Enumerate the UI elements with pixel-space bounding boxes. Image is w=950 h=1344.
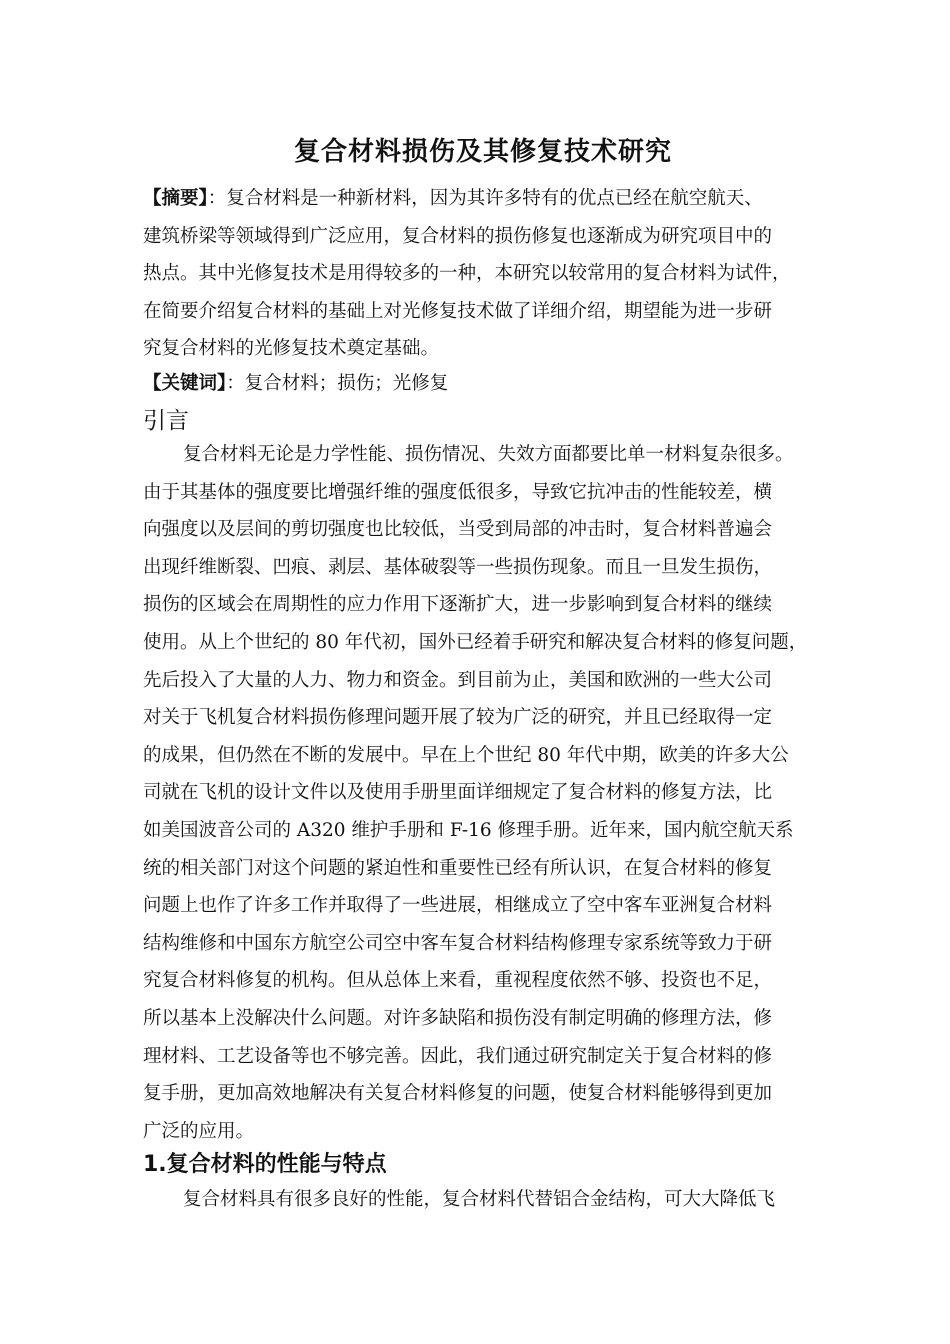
paragraph-line: 复合材料具有很多良好的性能，复合材料代替铝合金结构，可大大降低飞 <box>183 1189 776 1210</box>
keywords-text: 复合材料；损伤；光修复 <box>244 373 449 394</box>
paragraph-line: 损伤的区域会在周期性的应力作用下逐渐扩大，进一步影响到复合材料的继续 <box>143 594 773 616</box>
section-1-heading: 1.复合材料的性能与特点 <box>143 1152 387 1177</box>
paragraph-line: 如美国波音公司的 A320 维护手册和 F-16 修理手册。近年来，国内航空航天系 <box>143 819 794 841</box>
paragraph-line: 对关于飞机复合材料损伤修理问题开展了较为广泛的研究，并且已经取得一定 <box>143 707 773 729</box>
abstract-line: 热点。其中光修复技术是用得较多的一种，本研究以较常用的复合材料为试件， <box>143 263 791 285</box>
abstract-separator: ： <box>207 188 227 209</box>
keywords-separator: ： <box>226 373 245 394</box>
paragraph-line: 广泛的应用。 <box>143 1120 255 1142</box>
paragraph-line: 统的相关部门对这个问题的紧迫性和重要性已经有所认识，在复合材料的修复 <box>143 857 773 879</box>
paragraph-line: 复合材料无论是力学性能、损伤情况、失效方面都要比单一材料复杂很多。 <box>183 444 794 465</box>
paragraph-line: 结构维修和中国东方航空公司空中客车复合材料结构修理专家系统等致力于研 <box>143 932 773 954</box>
paragraph-line: 向强度以及层间的剪切强度也比较低，当受到局部的冲击时，复合材料普遍会 <box>143 519 773 541</box>
paragraph-line: 司就在飞机的设计文件以及使用手册里面详细规定了复合材料的修复方法，比 <box>143 782 773 804</box>
paragraph-line: 的成果，但仍然在不断的发展中。早在上个世纪 80 年代中期，欧美的许多大公 <box>143 744 789 766</box>
keywords-line <box>143 365 823 403</box>
paragraph-line: 使用。从上个世纪的 80 年代初，国外已经着手研究和解决复合材料的修复问题， <box>143 631 808 653</box>
abstract-line: 究复合材料的光修复技术奠定基础。 <box>143 338 440 360</box>
paragraph-line: 理材料、工艺设备等也不够完善。因此，我们通过研究制定关于复合材料的修 <box>143 1045 773 1067</box>
paper-title: 复合材料损伤及其修复技术研究 <box>293 137 672 167</box>
paragraph-line: 出现纤维断裂、凹痕、剥层、基体破裂等一些损伤现象。而且一旦发生损伤， <box>143 556 773 578</box>
abstract-line <box>143 180 823 218</box>
abstract-section <box>143 180 823 368</box>
keywords-section <box>143 365 823 403</box>
paragraph-line: 先后投入了大量的人力、物力和资金。到目前为止，美国和欧洲的一些大公司 <box>143 669 773 691</box>
intro-heading: 引言 <box>143 408 189 434</box>
abstract-line: 在简要介绍复合材料的基础上对光修复技术做了详细介绍，期望能为进一步研 <box>143 300 773 322</box>
paragraph-line: 复手册，更加高效地解决有关复合材料修复的问题，使复合材料能够得到更加 <box>143 1083 773 1105</box>
paragraph-line: 究复合材料修复的机构。但从总体上来看，重视程度依然不够、投资也不足， <box>143 970 773 992</box>
section-1-body <box>143 1181 823 1219</box>
paragraph-line: 问题上也作了许多工作并取得了一些进展，相继成立了空中客车亚洲复合材料 <box>143 895 773 917</box>
abstract-label: 【摘要】 <box>143 188 208 209</box>
keywords-label: 【关键词】 <box>143 373 227 394</box>
abstract-text: 复合材料是一种新材料，因为其许多特有的优点已经在航空航天、 <box>226 188 763 209</box>
paragraph-line: 由于其基体的强度要比增强纤维的强度低很多，导致它抗冲击的性能较差，横 <box>143 481 773 503</box>
paragraph-line: 所以基本上没解决什么问题。对许多缺陷和损伤没有制定明确的修理方法，修 <box>143 1007 773 1029</box>
intro-body <box>143 436 823 1150</box>
abstract-line: 建筑桥梁等领域得到广泛应用，复合材料的损伤修复也逐渐成为研究项目中的 <box>143 225 773 247</box>
